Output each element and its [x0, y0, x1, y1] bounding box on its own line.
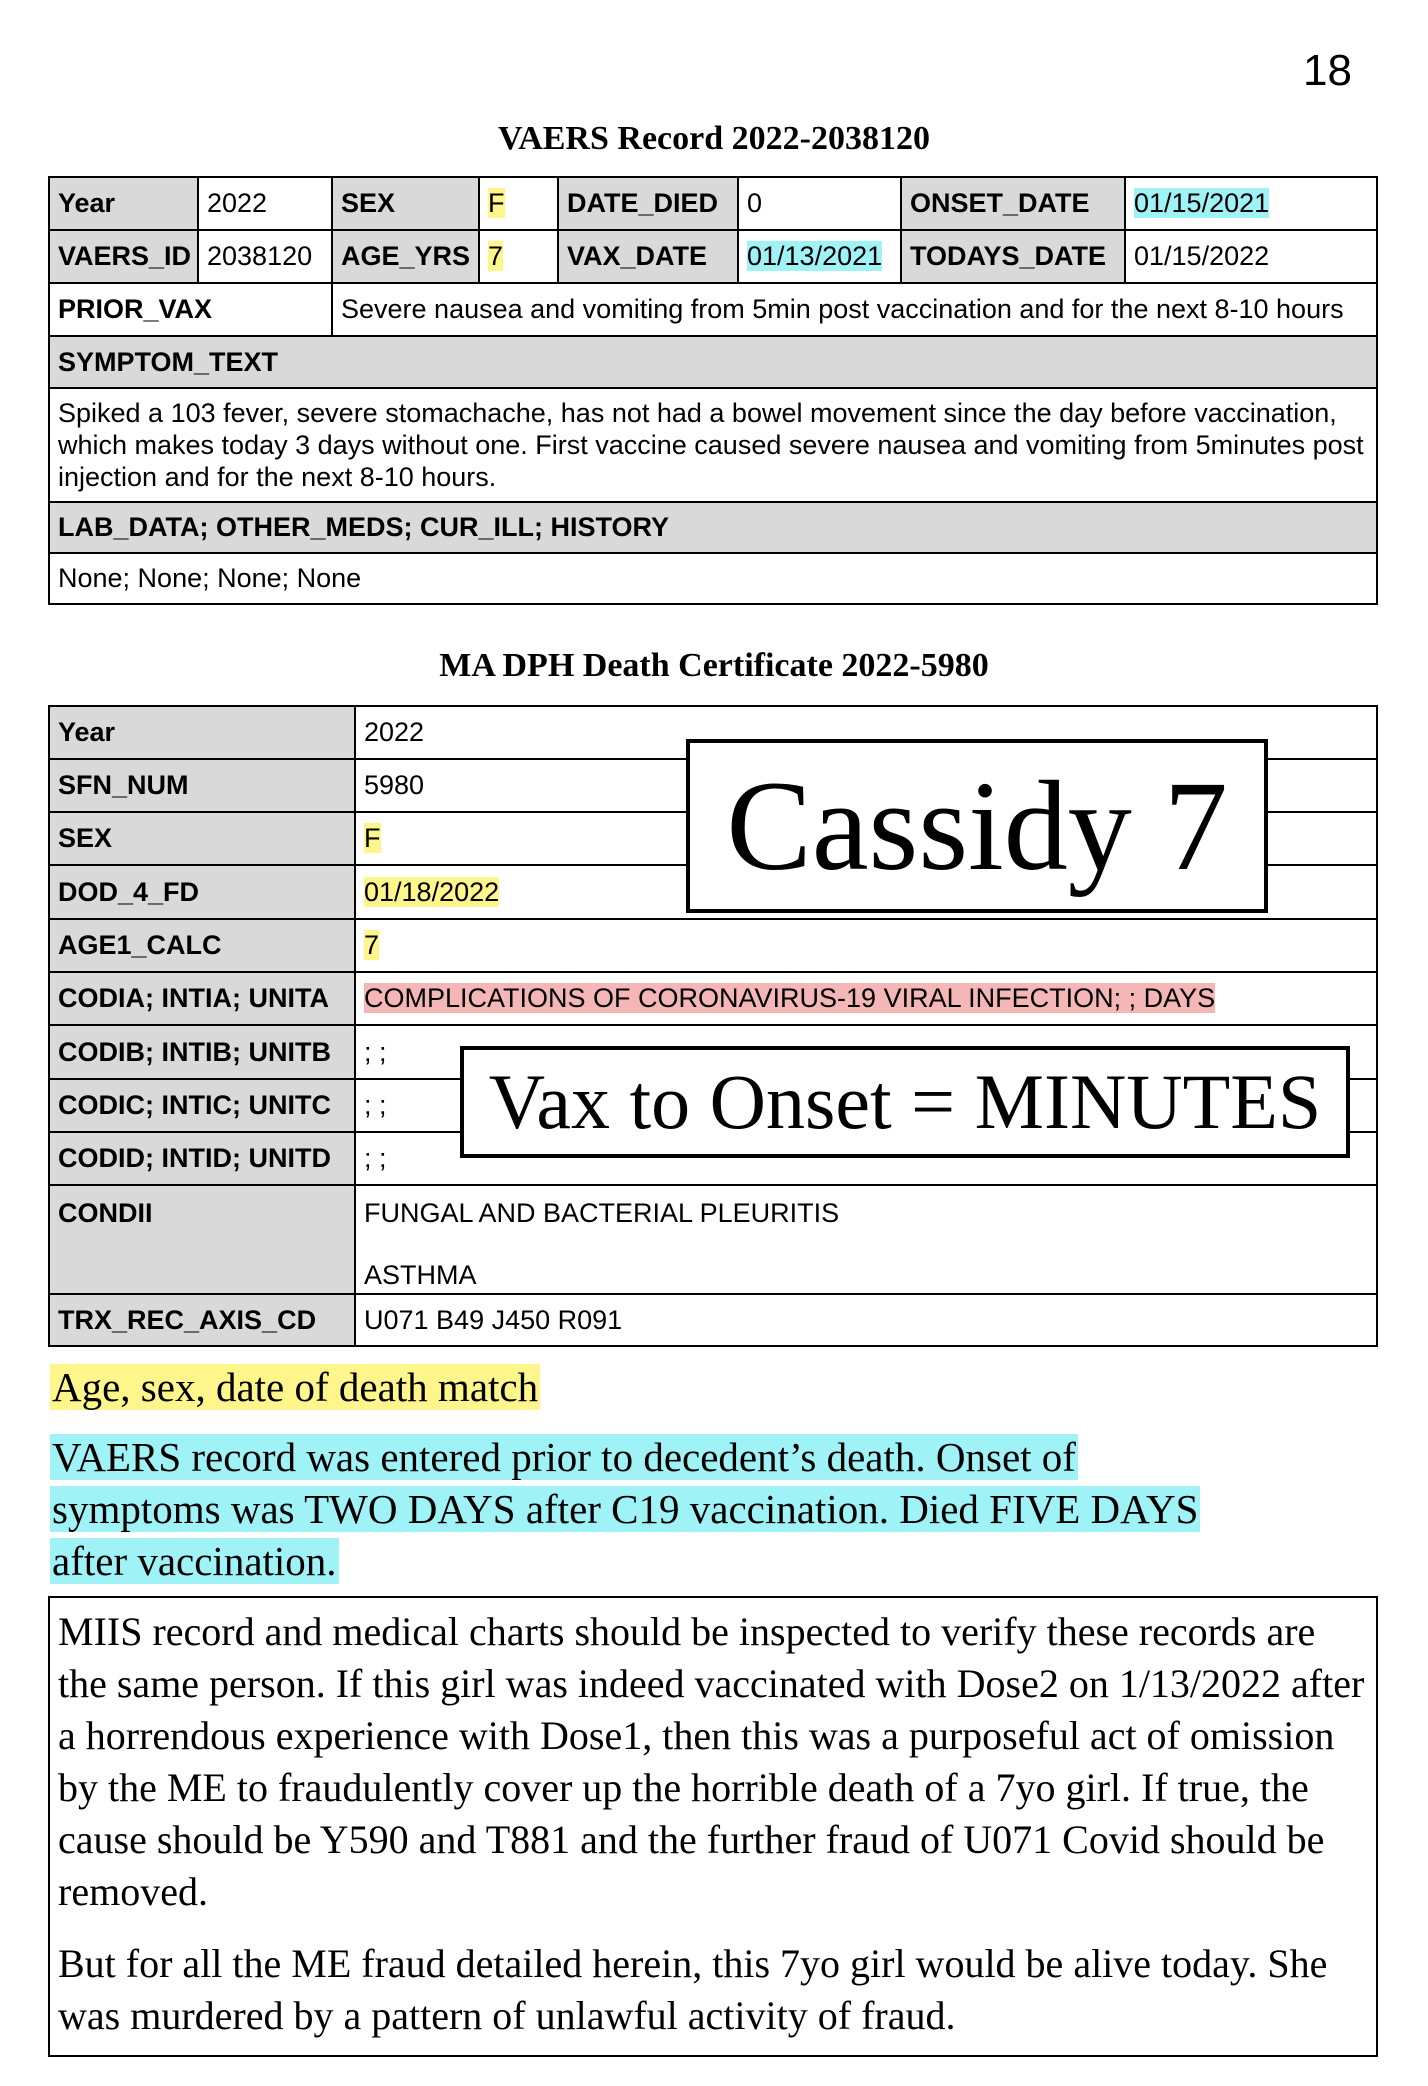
vaers-onset-date: 01/15/2021 [1134, 188, 1270, 218]
vaers-sex-label: SEX [332, 177, 479, 230]
vaers-year: 2022 [198, 177, 332, 230]
vaers-symptom-text: Spiked a 103 fever, severe stomachache, has not had a bowel movement since the day before vaccination, which makes today 3 days without one. First vaccine caused severe nausea and vomiting from 5minutes post injection and for the next 8-10 hours. [49, 388, 1377, 502]
timeline-line-2: symptoms was TWO DAYS after C19 vaccination. Died FIVE DAYS [52, 1486, 1199, 1532]
vaers-symptom-label: SYMPTOM_TEXT [49, 336, 1377, 388]
death-cert-title: MA DPH Death Certificate 2022-5980 [439, 647, 989, 684]
vaers-title: VAERS Record 2022-2038120 [498, 120, 930, 157]
dc-condii-label: CONDII [49, 1185, 355, 1294]
dc-dod-label: DOD_4_FD [49, 865, 355, 919]
dc-codia-label: CODIA; INTIA; UNITA [49, 972, 355, 1025]
dc-sfn: 5980 [355, 759, 1377, 812]
conclusion-paragraph-1: MIIS record and medical charts should be inspected to verify these records are the same person. If this girl was indeed vaccinated with Dose2 on 1/13/2022 after a horrendous experience with Dose1, then this was a purposeful act of omission by the ME to fraudulently cover up the horrible death of a 7yo girl. If true, the cause should be Y590 and T881 and the further fraud of U071 Covid should be removed. [58, 1609, 1365, 1914]
dc-condii-2: ASTHMA [364, 1260, 477, 1290]
vaers-date-died-label: DATE_DIED [558, 177, 738, 230]
name-stamp: Cassidy 7 [686, 739, 1268, 913]
vaers-id-label: VAERS_ID [49, 230, 198, 283]
dc-sfn-label: SFN_NUM [49, 759, 355, 812]
timeline-note [50, 1431, 1200, 1587]
vaers-sex: F [488, 188, 505, 218]
vaers-id: 2038120 [198, 230, 332, 283]
timeline-line-1: VAERS record was entered prior to decedent’s death. Onset of [52, 1434, 1076, 1480]
vaers-vax-date-label: VAX_DATE [558, 230, 738, 283]
dc-dod: 01/18/2022 [364, 876, 500, 907]
conclusion-box [48, 1596, 1378, 2057]
vaers-age: 7 [488, 241, 504, 271]
dc-codid-label: CODID; INTID; UNITD [49, 1132, 355, 1185]
page-number: 18 [1303, 46, 1352, 95]
dc-year-label: Year [49, 706, 355, 759]
dc-codic-label: CODIC; INTIC; UNITC [49, 1079, 355, 1132]
vaers-prior-vax-label: PRIOR_VAX [49, 283, 332, 336]
vaers-todays-date-label: TODAYS_DATE [901, 230, 1125, 283]
dc-codid: ; ; [355, 1132, 1377, 1185]
vaers-onset-label: ONSET_DATE [901, 177, 1125, 230]
vaers-lab-text: None; None; None; None [49, 553, 1377, 604]
vaers-lab-label: LAB_DATA; OTHER_MEDS; CUR_ILL; HISTORY [49, 502, 1377, 553]
vaers-todays-date: 01/15/2022 [1125, 230, 1377, 283]
dc-sex-label: SEX [49, 812, 355, 865]
timeline-line-3: after vaccination. [52, 1538, 337, 1584]
vaers-prior-vax: Severe nausea and vomiting from 5min post vaccination and for the next 8-10 hours [332, 283, 1377, 336]
dc-trx-label: TRX_REC_AXIS_CD [49, 1294, 355, 1346]
dc-codia: COMPLICATIONS OF CORONAVIRUS-19 VIRAL INFECTION; ; DAYS [364, 983, 1216, 1013]
dc-trx: U071 B49 J450 R091 [355, 1294, 1377, 1346]
dc-sex: F [364, 823, 381, 853]
dc-age: 7 [364, 930, 380, 960]
dc-codib: ; ; [355, 1025, 1377, 1079]
dc-codib-label: CODIB; INTIB; UNITB [49, 1025, 355, 1079]
onset-stamp: Vax to Onset = MINUTES [460, 1046, 1350, 1158]
dc-year: 2022 [355, 706, 1377, 759]
vaers-age-label: AGE_YRS [332, 230, 479, 283]
vaers-date-died: 0 [738, 177, 901, 230]
dc-age-label: AGE1_CALC [49, 919, 355, 972]
dc-condii-1: FUNGAL AND BACTERIAL PLEURITIS [364, 1198, 840, 1228]
vaers-vax-date: 01/13/2021 [747, 241, 883, 271]
vaers-table [48, 176, 1378, 605]
dc-codic: ; ; [355, 1079, 1377, 1132]
match-note: Age, sex, date of death match [52, 1364, 539, 1410]
vaers-year-label: Year [49, 177, 198, 230]
conclusion-paragraph-2: But for all the ME fraud detailed herein, this 7yo girl would be alive today. She was murdered by a pattern of unlawful activity of fraud. [58, 1941, 1328, 2038]
